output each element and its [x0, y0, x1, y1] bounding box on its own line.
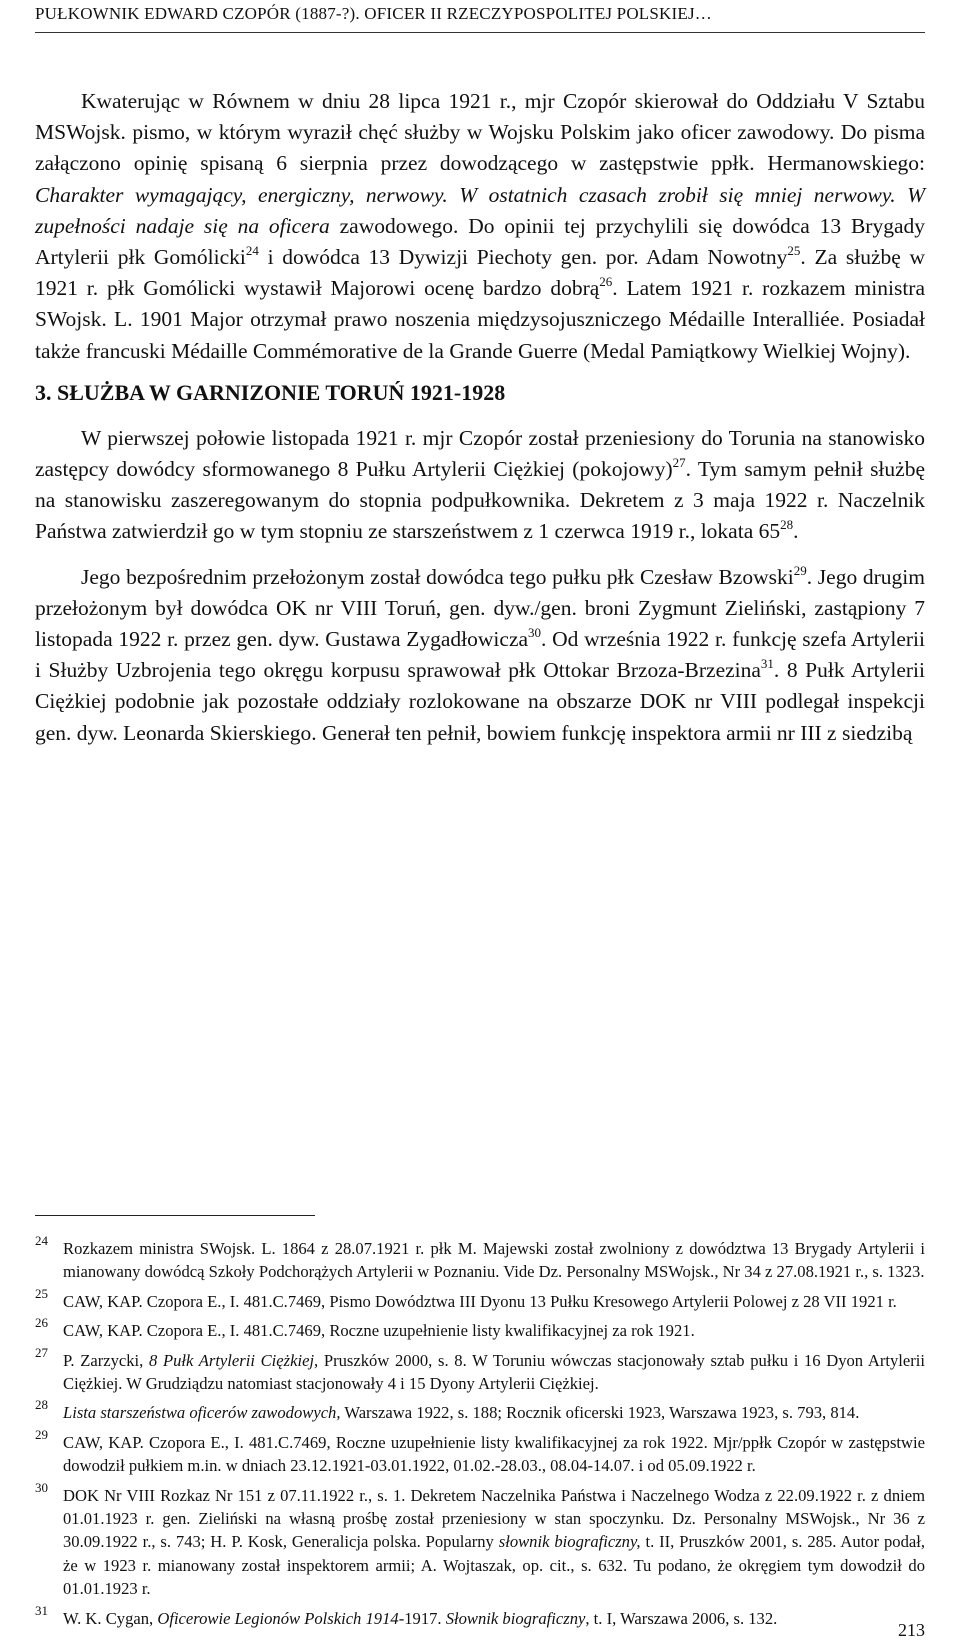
text-run: i dowódca 13 Dywizji Piechoty gen. por. Adam Nowotny: [258, 245, 788, 270]
book-title: Lista starszeństwa oficerów zawodowych,: [63, 1403, 341, 1423]
page-number: 213: [898, 1620, 925, 1640]
footnote-ref[interactable]: 25: [787, 243, 801, 259]
footnote-text: CAW, KAP. Czopora E., I. 481.C.7469, Pismo Dowództwa III Dyonu 13 Pułku Kresowego Artylerii Polowej z 28 VII 1921 r.: [63, 1291, 897, 1311]
book-title: 8 Pułk Artylerii Ciężkiej,: [148, 1350, 319, 1370]
header-rule: [35, 32, 925, 33]
footnote-ref[interactable]: 29: [793, 562, 807, 578]
text-run: zawodowego. Do opinii tej przychylili się dowódca 13 Brygady Artylerii płk Gomólicki: [35, 213, 925, 270]
footnote-separator: [35, 1215, 315, 1216]
footnote-text: CAW, KAP. Czopora E., I. 481.C.7469, Roczne uzupełnienie listy kwalifikacyjnej za rok 1921.: [63, 1321, 695, 1341]
paragraph-2: [35, 423, 925, 548]
quoted-opinion: Charakter wymagający, energiczny, nerwowy. W ostatnich czasach zrobił się mniej nerwowy. W zupełności nadaje się na oficera: [35, 182, 925, 238]
footnote-number: 25: [35, 1285, 48, 1301]
footnote-text: Rozkazem ministra SWojsk. L. 1864 z 28.07.1921 r. płk M. Majewski został zwolniony z dowództwa 13 Brygady Artylerii i mianowany dowódcą Szkoły Podchorążych Artylerii w Poznaniu. Vide Dz. Personalny MSWojsk., Nr 34 z 27.08.1921 r., s. 1323.: [63, 1239, 925, 1282]
footnote-ref[interactable]: 30: [528, 625, 542, 641]
text-run: Pruszków 2000, s. 8. W Toruniu wówczas stacjonowały sztab pułku i 16 Dyon Artylerii Ciężkiej. W Grudziądzu natomiast stacjonowały 4 i 15 Dyony Artylerii Ciężkiej.: [63, 1350, 925, 1394]
footnote-ref[interactable]: 24: [245, 243, 259, 259]
text-run: t. II, Pruszków 2001, s. 285. Autor podał, że w 1923 r. mianowany został inspektorem armii; A. Wojtaszak, op. cit., s. 632. Tu podano, że okręgiem tym dowodził do 01.01.1923 r.: [63, 1532, 926, 1599]
paragraph-1: [35, 86, 925, 367]
footnote-ref[interactable]: 31: [760, 656, 774, 672]
body-text: [35, 86, 925, 749]
footnote-30: [35, 1479, 926, 1601]
footnote-31: [35, 1602, 925, 1630]
footnote-29: [35, 1426, 925, 1478]
footnote-text: [63, 1403, 859, 1422]
text-run: , t. I, Warszawa 2006, s. 132.: [585, 1608, 778, 1628]
running-head: PUŁKOWNIK EDWARD CZOPÓR (1887-?). OFICER II RZECZYPOSPOLITEJ POLSKIEJ…: [35, 4, 712, 23]
book-title: Oficerowie Legionów Polskich 1914: [157, 1608, 399, 1628]
footnote-ref[interactable]: 26: [599, 274, 613, 290]
footnotes: [35, 1233, 926, 1636]
text-run: W. K. Cygan,: [63, 1608, 158, 1628]
footnote-ref[interactable]: 27: [672, 455, 686, 471]
text-run: . Od września 1922 r. funkcję szefa Artylerii i Służby Uzbrojenia tego okręgu korpusu sprawował płk Ottokar Brzoza-Brzezina: [35, 627, 925, 683]
footnote-28: [35, 1397, 925, 1424]
footnote-number: 26: [35, 1315, 48, 1331]
footnote-text: [63, 1486, 925, 1599]
text-run: DOK Nr VIII Rozkaz Nr 151 z 07.11.1922 r., s. 1. Dekretem Naczelnika Państwa i Naczelnego Wodza z 22.09.1922 r. z dniem 01.01.1923 r. gen. Zieliński na własną prośbę został przeniesiony w stan spoczynku. Dz. Personalny MSWojsk., Nr 36 z 30.09.1922 r., s. 743; H. P. Kosk, Generalicja polska. Popularny: [63, 1485, 925, 1552]
footnote-number: 31: [35, 1602, 48, 1618]
section-heading: 3. SŁUŻBA W GARNIZONIE TORUŃ 1921-1928: [35, 379, 506, 405]
text-run: . 8 Pułk Artylerii Ciężkiej podobnie jak pozostałe oddziały rozlokowane na obszarze DOK nr VIII podlegał inspekcji gen. dyw. Leonarda Skierskiego. Generał ten pełnił, bowiem funkcję inspektora armii nr III z siedzibą: [35, 658, 925, 745]
text-run: . Latem 1921 r. rozkazem ministra SWojsk. L. 1901 Major otrzymał prawo noszenia międzysojuszniczego Médaille Interalliée. Posiadał także francuski Médaille Commémorative de la Grande Guerre (Medal Pamiątkowy Wielkiej Wojny).: [35, 276, 925, 363]
text-run: -1917.: [398, 1608, 446, 1628]
text-run: Kwaterując w Równem w dniu 28 lipca 1921 r., mjr Czopór skierował do Oddziału V Sztabu MSWojsk. pismo, w którym wyraził chęć służby w Wojsku Polskim jako oficer zawodowy. Do pisma załączono opinię spisaną 6 sierpnia przez dowodzącego w zastępstwie ppłk. Hermanowskiego:: [35, 89, 925, 176]
footnote-27: [35, 1344, 925, 1396]
text-run: . Tym samym pełnił służbę na stanowisku zaszeregowanym do stopnia podpułkownika. Dekretem z 3 maja 1922 r. Naczelnik Państwa zatwierdził go w tym stopniu ze starszeństwem z 1 czerwca 1919 r., lokata 65: [35, 457, 925, 544]
book-title: Słownik biograficzny: [445, 1608, 586, 1628]
footnote-number: 24: [35, 1233, 48, 1248]
footnote-text: [63, 1609, 777, 1628]
footnote-25: [35, 1285, 925, 1313]
footnote-number: 30: [35, 1479, 48, 1495]
text-run: . Jego drugim przełożonym był dowódca OK nr VIII Toruń, gen. dyw./gen. broni Zygmunt Zieliński, zastąpiony 7 listopada 1922 r. przez gen. dyw. Gustawa Zygadłowicza: [35, 564, 925, 652]
footnote-number: 29: [35, 1426, 48, 1442]
footnote-text: [63, 1351, 925, 1393]
footnote-text: CAW, KAP. Czopora E., I. 481.C.7469, Roczne uzupełnienie listy kwalifikacyjnej za rok 1922. Mjr/ppłk Czopór w zastępstwie dowodził pułkiem m.in. w dniach 23.12.1921-03.01.1922, 01.02.-28.03., 08.04-14.07. i od 05.09.1922 r.: [63, 1432, 925, 1476]
text-run: W pierwszej połowie listopada 1921 r. mjr Czopór został przeniesiony do Torunia na stanowisko zastępcy dowódcy sformowanego 8 Pułku Artylerii Ciężkiej (pokojowy): [35, 425, 925, 482]
footnote-number: 28: [35, 1397, 48, 1413]
footnote-26: [35, 1315, 925, 1342]
book-title: słownik biograficzny,: [498, 1532, 641, 1552]
text-run: .: [793, 519, 799, 544]
footnote-24: [35, 1233, 925, 1284]
footnote-ref[interactable]: 28: [780, 517, 794, 533]
text-run: P. Zarzycki,: [63, 1350, 149, 1370]
footnote-number: 27: [35, 1344, 48, 1360]
text-run: . Za służbę w 1921 r. płk Gomólicki wystawił Majorowi ocenę bardzo dobrą: [35, 245, 926, 301]
text-run: Jego bezpośrednim przełożonym został dowódca tego pułku płk Czesław Bzowski: [81, 564, 794, 589]
paragraph-3: [35, 562, 925, 749]
text-run: Warszawa 1922, s. 188; Rocznik oficerski 1923, Warszawa 1923, s. 793, 814.: [340, 1403, 860, 1423]
